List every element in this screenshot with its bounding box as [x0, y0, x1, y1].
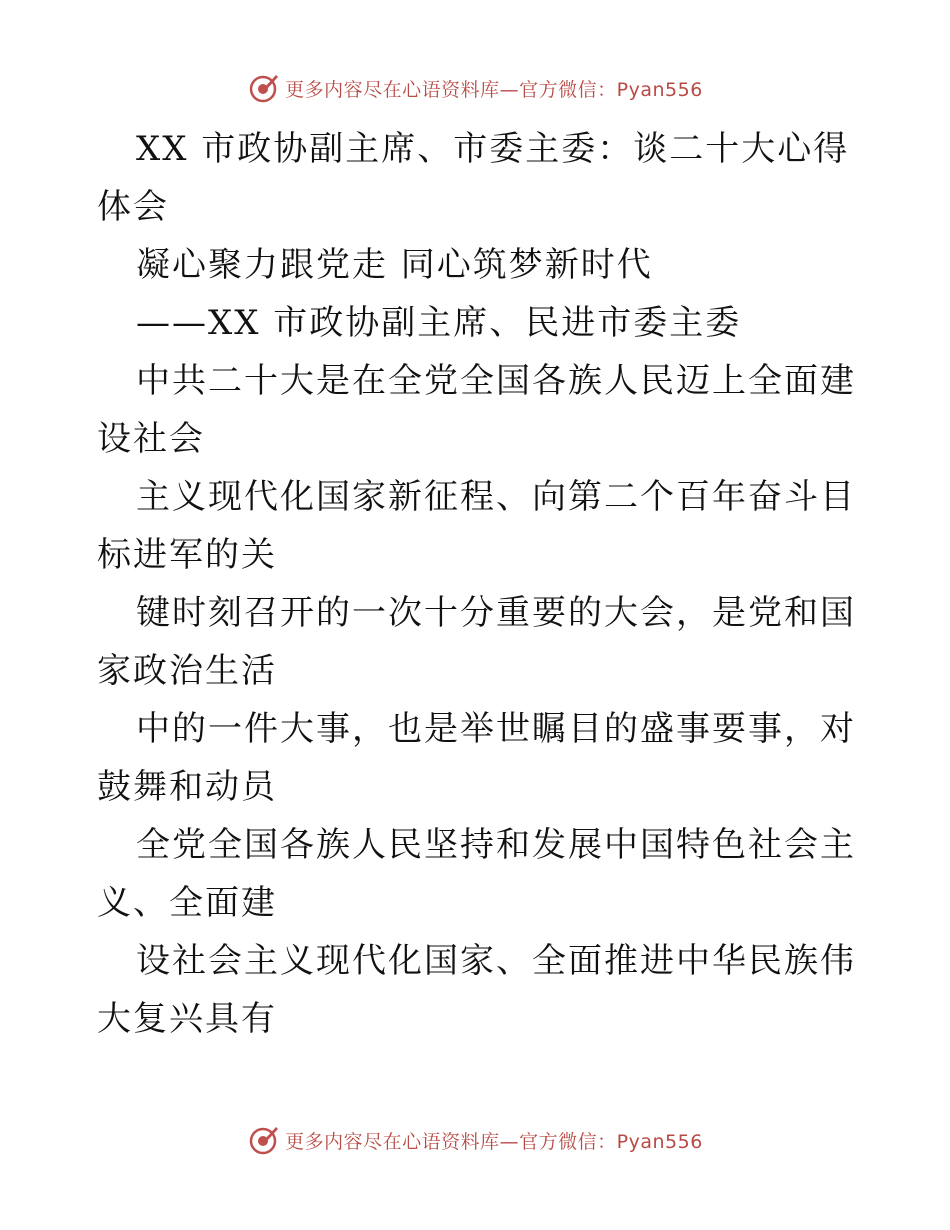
- watermark-text: 更多内容尽在心语资料库—官方微信：Pyan556: [285, 78, 703, 101]
- paragraph: 中的一件大事，也是举世瞩目的盛事要事，对鼓舞和动员: [97, 709, 856, 807]
- pen-logo-icon: [247, 1124, 279, 1156]
- paragraph: 设社会主义现代化国家、全面推进中华民族伟大复兴具有: [97, 941, 856, 1039]
- paragraph: XX 市政协副主席、市委主委：谈二十大心得体会: [97, 129, 850, 227]
- footer-watermark: [0, 1124, 950, 1156]
- paragraph: 全党全国各族人民坚持和发展中国特色社会主义、全面建: [97, 825, 856, 923]
- pen-logo-icon: [247, 72, 279, 104]
- paragraph: 键时刻召开的一次十分重要的大会，是党和国家政治生活: [97, 593, 856, 691]
- watermark-text: 更多内容尽在心语资料库—官方微信：Pyan556: [285, 1130, 703, 1153]
- header-watermark: [0, 72, 950, 104]
- paragraph: 主义现代化国家新征程、向第二个百年奋斗目标进军的关: [97, 477, 856, 575]
- paragraph: 凝心聚力跟党走 同心筑梦新时代: [136, 245, 653, 285]
- paragraph: 中共二十大是在全党全国各族人民迈上全面建设社会: [97, 361, 856, 459]
- paragraph: ——XX 市政协副主席、民进市委主委: [136, 303, 742, 343]
- document-body: [97, 120, 857, 1048]
